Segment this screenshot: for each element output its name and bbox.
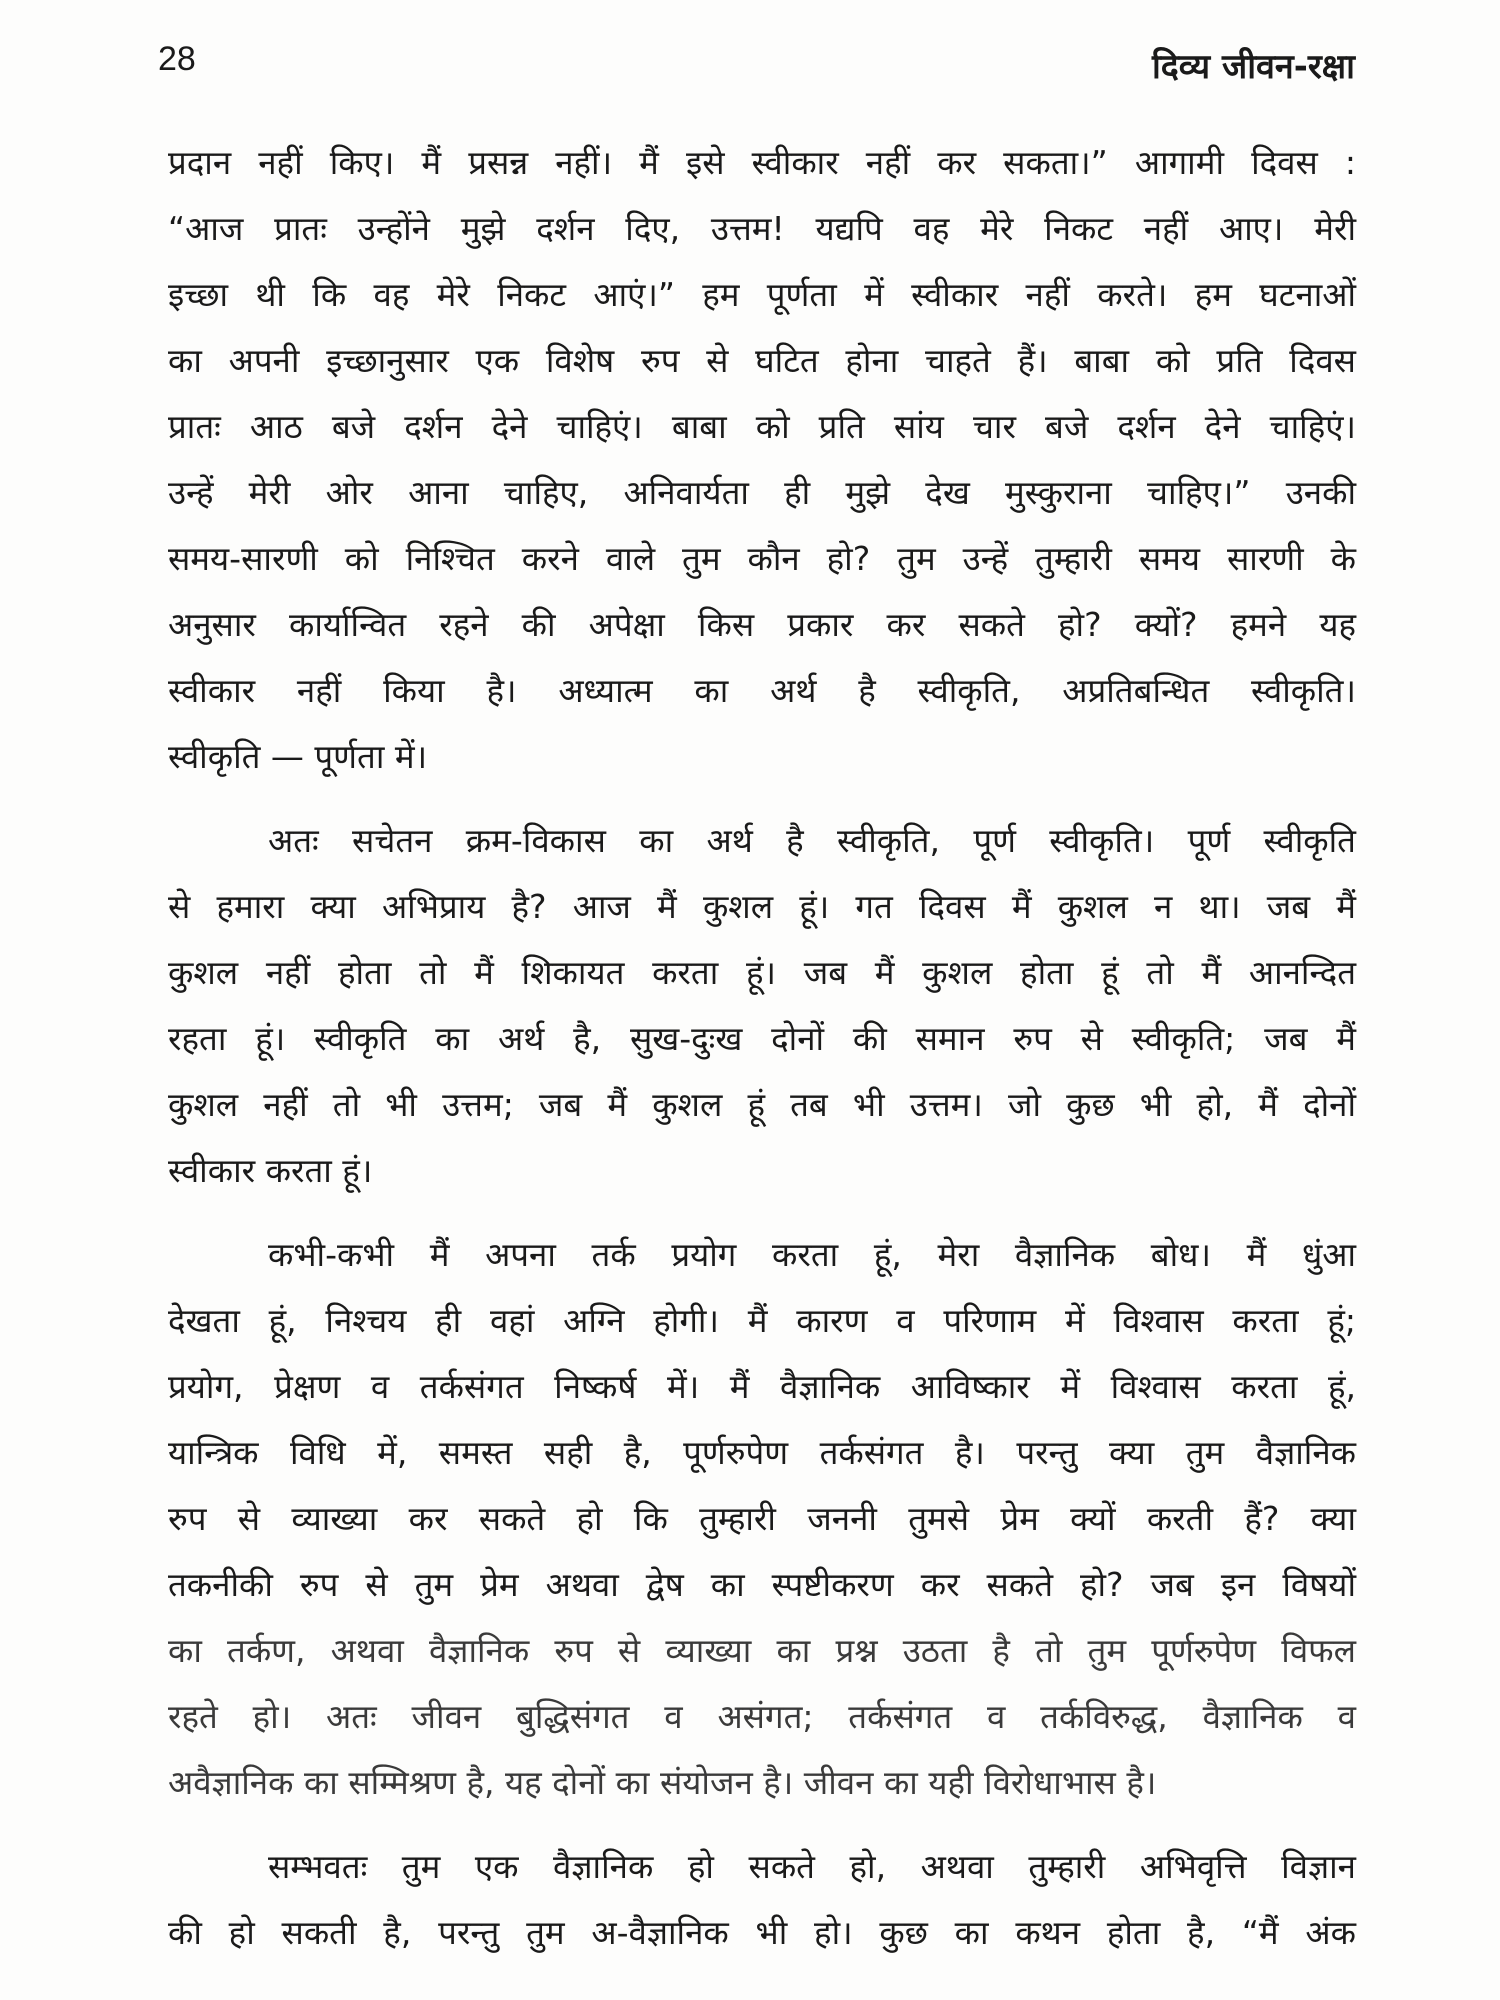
text-line: रहते हो। अतः जीवन बुद्धिसंगत व असंगत; तर्कसंगत व तर्कविरुद्ध, वैज्ञानिक व [168, 1697, 1356, 1736]
paragraph-gap [168, 1204, 1356, 1222]
text-line: अतः सचेतन क्रम-विकास का अर्थ है स्वीकृति, पूर्ण स्वीकृति। पूर्ण स्वीकृति [268, 821, 1356, 860]
text-line: तकनीकी रुप से तुम प्रेम अथवा द्वेष का स्पष्टीकरण कर सकते हो? जब इन विषयों [168, 1565, 1356, 1604]
text-line: इच्छा थी कि वह मेरे निकट आएं।” हम पूर्णता में स्वीकार नहीं करते। हम घटनाओं [168, 275, 1356, 314]
paragraph-gap [168, 790, 1356, 808]
paragraph-2 [168, 808, 1356, 1204]
body-text [168, 130, 1356, 1966]
text-line: प्रातः आठ बजे दर्शन देने चाहिएं। बाबा को प्रति सांय चार बजे दर्शन देने चाहिएं। [168, 407, 1356, 446]
paragraph-4 [168, 1834, 1356, 1966]
page-number: 28 [158, 40, 196, 78]
paragraph-3 [168, 1222, 1356, 1816]
text-line: का अपनी इच्छानुसार एक विशेष रुप से घटित होना चाहते हैं। बाबा को प्रति दिवस [168, 341, 1356, 380]
text-line: से हमारा क्या अभिप्राय है? आज मैं कुशल हूं। गत दिवस मैं कुशल न था। जब मैं [168, 887, 1356, 926]
text-line: उन्हें मेरी ओर आना चाहिए, अनिवार्यता ही मुझे देख मुस्कुराना चाहिए।” उनकी [168, 473, 1356, 512]
text-line: कुशल नहीं तो भी उत्तम; जब मैं कुशल हूं तब भी उत्तम। जो कुछ भी हो, मैं दोनों [168, 1085, 1356, 1124]
text-line: की हो सकती है, परन्तु तुम अ-वैज्ञानिक भी हो। कुछ का कथन होता है, “मैं अंक [168, 1913, 1356, 1952]
text-line: कुशल नहीं होता तो मैं शिकायत करता हूं। जब मैं कुशल होता हूं तो मैं आनन्दित [168, 953, 1356, 992]
running-title: दिव्य जीवन-रक्षा [1151, 47, 1355, 87]
text-line: स्वीकृति — पूर्णता में। [168, 737, 428, 776]
text-line: देखता हूं, निश्चय ही वहां अग्नि होगी। मैं कारण व परिणाम में विश्वास करता हूं; [168, 1301, 1356, 1340]
paragraph-1 [168, 130, 1356, 790]
text-line: स्वीकार करता हूं। [168, 1151, 373, 1190]
text-line: अवैज्ञानिक का सम्मिश्रण है, यह दोनों का संयोजन है। जीवन का यही विरोधाभास है। [168, 1763, 1157, 1802]
text-line: सम्भवतः तुम एक वैज्ञानिक हो सकते हो, अथवा तुम्हारी अभिवृत्ति विज्ञान [268, 1847, 1356, 1886]
text-line: रुप से व्याख्या कर सकते हो कि तुम्हारी जननी तुमसे प्रेम क्यों करती हैं? क्या [168, 1499, 1356, 1538]
text-line: प्रयोग, प्रेक्षण व तर्कसंगत निष्कर्ष में। मैं वैज्ञानिक आविष्कार में विश्वास करता हूं, [168, 1367, 1356, 1406]
text-line: प्रदान नहीं किए। मैं प्रसन्न नहीं। मैं इसे स्वीकार नहीं कर सकता।” आगामी दिवस : [168, 143, 1356, 182]
text-line: रहता हूं। स्वीकृति का अर्थ है, सुख-दुःख दोनों की समान रुप से स्वीकृति; जब मैं [168, 1019, 1356, 1058]
paragraph-gap [168, 1816, 1356, 1834]
text-line: “आज प्रातः उन्होंने मुझे दर्शन दिए, उत्तम! यद्यपि वह मेरे निकट नहीं आए। मेरी [168, 209, 1356, 248]
text-line: स्वीकार नहीं किया है। अध्यात्म का अर्थ है स्वीकृति, अप्रतिबन्धित स्वीकृति। [168, 671, 1356, 710]
text-line: कभी-कभी मैं अपना तर्क प्रयोग करता हूं, मेरा वैज्ञानिक बोध। मैं धुंआ [268, 1235, 1356, 1274]
text-line: अनुसार कार्यान्वित रहने की अपेक्षा किस प्रकार कर सकते हो? क्यों? हमने यह [168, 605, 1356, 644]
text-line: यान्त्रिक विधि में, समस्त सही है, पूर्णरुपेण तर्कसंगत है। परन्तु क्या तुम वैज्ञानिक [168, 1433, 1356, 1472]
text-line: का तर्कण, अथवा वैज्ञानिक रुप से व्याख्या का प्रश्न उठता है तो तुम पूर्णरुपेण विफल [168, 1631, 1356, 1670]
text-line: समय-सारणी को निश्चित करने वाले तुम कौन हो? तुम उन्हें तुम्हारी समय सारणी के [168, 539, 1356, 578]
